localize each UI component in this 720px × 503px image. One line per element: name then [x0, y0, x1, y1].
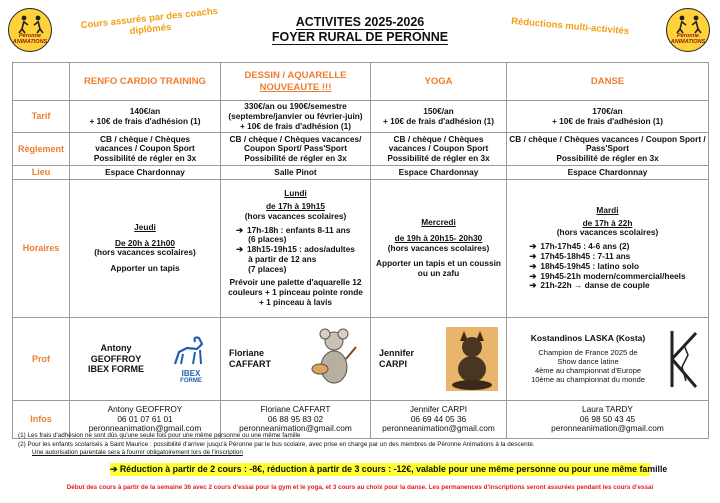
- row-prof: [13, 317, 709, 400]
- infos-dessin: Floriane CAFFART 06 88 95 83 02 peronneanimation@gmail.com: [221, 400, 371, 438]
- coach-tagline: Cours assurés par des coachs diplômés: [80, 5, 219, 38]
- ibex-forme-logo: IBEX FORME: [168, 334, 214, 385]
- email-link[interactable]: peronneanimation@gmail.com: [88, 423, 202, 434]
- tarif-yoga: 150€/an + 10€ de frais d'adhésion (1): [371, 101, 507, 133]
- row-reglement: [13, 133, 709, 166]
- footnotes: [18, 432, 708, 458]
- row-lieu: [13, 166, 709, 180]
- yoga-cat-icon: [446, 327, 498, 391]
- email-link[interactable]: peronneanimation@gmail.com: [382, 423, 495, 434]
- peronne-animations-logo: [666, 8, 710, 52]
- danse-schedule: [529, 242, 685, 291]
- dancers-icon: [667, 9, 710, 52]
- prof-dessin: Floriane CAFFART: [221, 317, 371, 400]
- infos-renfo: Antony GEOFFROY 06 01 07 61 01 peronneanimation@gmail.com: [70, 400, 221, 438]
- horaires-yoga: Mercredi de 19h à 20h15- 20h30 (hors vacances scolaires) Apporter un tapis et un coussin ou un zafu: [371, 179, 507, 317]
- row-tarif: [13, 101, 709, 133]
- row-label-horaires: Horaires: [13, 179, 70, 317]
- infos-danse: Laura TARDY 06 98 50 43 45 peronneanimation@gmail.com: [507, 400, 709, 438]
- peronne-animations-logo: [8, 8, 52, 52]
- email-link[interactable]: peronneanimation@gmail.com: [551, 423, 664, 434]
- col-danse: DANSE: [507, 63, 709, 101]
- logo-text: Péronne ANIMATIONS: [12, 33, 48, 45]
- footer-note: Début des cours à partir de la semaine 36 avec 2 cours d'essai pour la gym et le yoga, et 3 cours au choix pour la danse. Les permanences d'inscriptions seront assurées pendant les cours d'essai: [66, 484, 654, 491]
- footnote-2: (2) Pour les enfants scolarisés à Saint Maurice : possibilité d'arriver jusqu'à Péronne par le bus scolaire, avec prise en charge par un des membres de Péronne Animations à la descente.: [18, 440, 535, 448]
- footnote-1: (1) Les frais d'adhésion ne sont dûs qu'une seule fois pour une même personne ou une même famille: [18, 432, 301, 439]
- schedule-item: ➔ 18h45-19h45 : latino solo: [529, 262, 685, 272]
- infos-yoga: Jennifer CARPI 06 69 44 05 36 peronneanimation@gmail.com: [371, 400, 507, 438]
- reglement-dessin: CB / chèque / Chèques vacances/ Coupon Sport/ Pass'Sport Possibilité de régler en 3x: [221, 133, 371, 166]
- schedule-item: ➔ 17h-17h45 : 4-6 ans (2): [529, 242, 685, 252]
- horaires-danse: Mardi de 17h à 22h (hors vacances scolaires) ➔ 17h-17h45 : 4-6 ans (2) ➔ 17h45-18h45 : 7-11 ans ➔ 18h45-19h45 : latino solo ➔ 19h45-21h modern/commercial/heels ➔ 21h-22h → danse de couple: [507, 179, 709, 317]
- lieu-yoga: Espace Chardonnay: [371, 166, 507, 180]
- row-label-prof: Prof: [13, 317, 70, 400]
- mouse-painter-icon: [306, 325, 362, 393]
- prof-danse: Kostandinos LASKA (Kosta) Champion de France 2025 de Show dance latine 4ème au championnat d'Europe 10ème au championnat du monde: [507, 317, 709, 400]
- page-subtitle: FOYER RURAL DE PERONNE: [271, 30, 449, 44]
- header-row: [13, 63, 709, 101]
- discount-tagline: Réductions multi-activités: [510, 15, 630, 38]
- lieu-dessin: Salle Pinot: [221, 166, 371, 180]
- row-label-reglement: Règlement: [13, 133, 70, 166]
- reglement-renfo: CB / chèque / Chèques vacances / Coupon Sport Possibilité de régler en 3x: [70, 133, 221, 166]
- footnote-3: Une autorisation parentale sera à fournir obligatoirement lors de l'inscription: [32, 449, 243, 456]
- col-yoga: YOGA: [371, 63, 507, 101]
- arrow-right-icon: ➔: [110, 464, 120, 474]
- schedule-item: ➔ 19h45-21h modern/commercial/heels: [529, 272, 685, 282]
- horaires-renfo: Jeudi De 20h à 21h00 (hors vacances scolaires) Apporter un tapis: [70, 179, 221, 317]
- tarif-dessin: 330€/an ou 190€/semestre (septembre/janvier ou février-juin) + 10€ de frais d'adhésion (1): [221, 101, 371, 133]
- col-dessin: DESSIN / AQUARELLE NOUVEAUTE !!!: [221, 63, 371, 101]
- logo-text: Péronne ANIMATIONS: [670, 33, 706, 45]
- schedule-item: ➔ 17h45-18h45 : 7-11 ans: [529, 252, 685, 262]
- lieu-renfo: Espace Chardonnay: [70, 166, 221, 180]
- dance-couple-logo: [666, 327, 702, 391]
- page-title: ACTIVITES 2025-2026: [295, 15, 425, 29]
- tarif-renfo: 140€/an + 10€ de frais d'adhésion (1): [70, 101, 221, 133]
- row-horaires: [13, 179, 709, 317]
- prof-yoga: Jennifer CARPI: [371, 317, 507, 400]
- horaires-dessin: Lundi de 17h à 19h15 (hors vacances scolaires) ➔ 17h-18h : enfants 8-11 ans (6 places) ➔ 18h15-19h15 : ados/adultes à partir de 12 ans (7 places) Prévoir une palette d'aquarelle 12 couleurs + 1 pinceau pointe ronde + 1 pinceau à lavis: [221, 179, 371, 317]
- reglement-danse: CB / chèque / Chèques vacances / Coupon Sport / Pass'Sport Possibilité de régler en 3x: [507, 133, 709, 166]
- prof-renfo: Antony GEOFFROY IBEX FORME IBEX FORME: [70, 317, 221, 400]
- tarif-danse: 170€/an + 10€ de frais d'adhésion (1): [507, 101, 709, 133]
- schedule-item: ➔ 21h-22h → danse de couple: [529, 281, 685, 291]
- row-label-tarif: Tarif: [13, 101, 70, 133]
- discount-banner: ➔ Réduction à partir de 2 cours : -8€, réduction à partir de 3 cours : -12€, valable pour une même personne ou pour une même famille: [110, 464, 668, 474]
- dessin-schedule: [236, 226, 355, 275]
- lieu-danse: Espace Chardonnay: [507, 166, 709, 180]
- ibex-icon: [169, 334, 213, 368]
- email-link[interactable]: peronneanimation@gmail.com: [239, 423, 352, 434]
- activities-table: [12, 62, 709, 439]
- schedule-item: ➔ 17h-18h : enfants 8-11 ans (6 places): [236, 226, 355, 246]
- dancers-icon: [9, 9, 52, 52]
- schedule-item: ➔ 18h15-19h15 : ados/adultes à partir de 12 ans (7 places): [236, 245, 355, 274]
- reglement-yoga: CB / chèque / Chèques vacances / Coupon Sport Possibilité de régler en 3x: [371, 133, 507, 166]
- row-label-infos: Infos: [13, 400, 70, 438]
- col-renfo: RENFO CARDIO TRAINING: [70, 63, 221, 101]
- row-label-lieu: Lieu: [13, 166, 70, 180]
- corner-cell: [13, 63, 70, 101]
